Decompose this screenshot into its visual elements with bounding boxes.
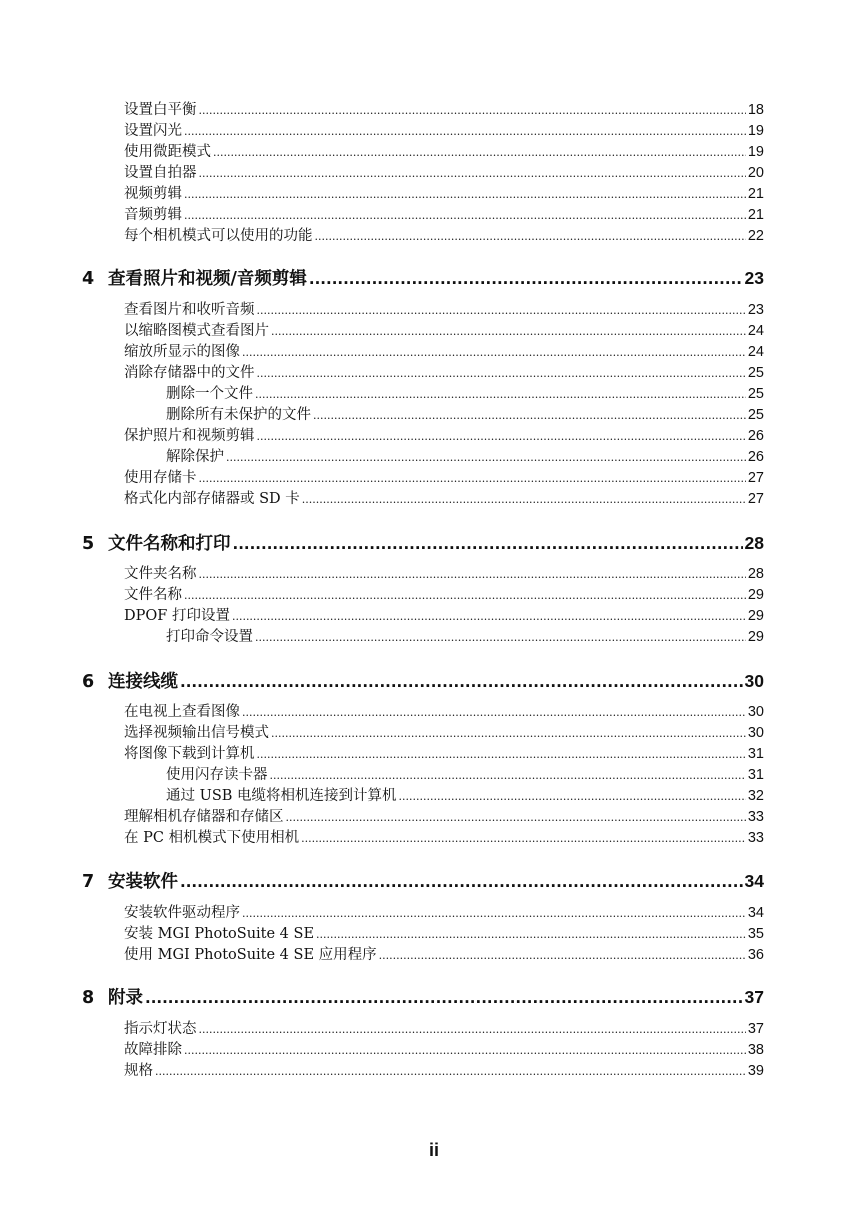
toc-entry[interactable]: [124, 226, 764, 247]
toc-subentry[interactable]: [166, 384, 764, 405]
toc-entry-page: 29: [747, 608, 764, 624]
dot-leader: [233, 530, 743, 557]
toc-entry-label: 文件名称: [124, 587, 182, 603]
toc-entry-page: 25: [747, 386, 764, 402]
toc-chapter-heading[interactable]: [82, 529, 764, 557]
toc-entry-page: 30: [747, 725, 764, 741]
toc-entry-label: DPOF 打印设置: [124, 608, 230, 624]
chapter-number: 5: [82, 534, 95, 554]
dot-leader: [286, 807, 746, 828]
dot-leader: [242, 342, 746, 363]
toc-entry[interactable]: [124, 205, 764, 226]
chapter-page: 30: [744, 671, 764, 691]
dot-leader: [184, 205, 746, 226]
toc-entry-page: 32: [747, 788, 764, 804]
toc-entry-page: 31: [747, 746, 764, 762]
toc-entry-label: 使用 MGI PhotoSuite 4 SE 应用程序: [124, 947, 377, 963]
toc-chapter-heading[interactable]: [82, 264, 764, 292]
toc-entry-label: 以缩略图模式查看图片: [124, 323, 269, 339]
toc-entry-page: 20: [747, 165, 764, 181]
toc-entry[interactable]: [124, 321, 764, 342]
chapter-page: 37: [744, 987, 764, 1007]
toc-entry-page: 28: [747, 566, 764, 582]
dot-leader: [199, 100, 746, 121]
toc-entry[interactable]: [124, 564, 764, 585]
toc-entry-page: 35: [747, 926, 764, 942]
toc-entry-label: 安装软件驱动程序: [124, 905, 240, 921]
dot-leader: [257, 744, 746, 765]
toc-entry[interactable]: [124, 585, 764, 606]
toc-entry-label: 每个相机模式可以使用的功能: [124, 228, 313, 244]
toc-entry-label: 查看图片和收听音频: [124, 302, 255, 318]
dot-leader: [232, 606, 746, 627]
chapter-title: 文件名称和打印: [108, 534, 231, 554]
toc-entry-label: 设置自拍器: [124, 165, 197, 181]
toc-entry-page: 29: [747, 629, 764, 645]
toc-entry-page: 26: [747, 449, 764, 465]
toc-entry-page: 33: [747, 830, 764, 846]
toc-entry[interactable]: [124, 924, 764, 945]
dot-leader: [257, 363, 746, 384]
toc-entry[interactable]: [124, 1040, 764, 1061]
toc-entry[interactable]: [124, 702, 764, 723]
toc-entry-label: 故障排除: [124, 1042, 182, 1058]
dot-leader: [226, 447, 746, 468]
toc-entry-label: 指示灯状态: [124, 1021, 197, 1037]
dot-leader: [302, 489, 746, 510]
toc-entry-page: 26: [747, 428, 764, 444]
toc-entry-page: 27: [747, 470, 764, 486]
dot-leader: [184, 585, 746, 606]
toc-entry-label: 将图像下载到计算机: [124, 746, 255, 762]
toc-entry-page: 24: [747, 344, 764, 360]
dot-leader: [180, 868, 743, 895]
dot-leader: [271, 723, 746, 744]
chapter-page: 28: [744, 533, 764, 553]
dot-leader: [315, 226, 746, 247]
toc-entry-label: 设置闪光: [124, 123, 182, 139]
toc-entry-label: 音频剪辑: [124, 207, 182, 223]
chapter-number: 8: [82, 988, 95, 1008]
toc-entry[interactable]: [124, 121, 764, 142]
dot-leader: [316, 924, 746, 945]
toc-entry[interactable]: [124, 807, 764, 828]
chapter-number: 7: [82, 872, 95, 892]
toc-entry-page: 31: [747, 767, 764, 783]
page-number-footer: ii: [428, 1140, 439, 1160]
toc-entry[interactable]: [124, 1061, 764, 1082]
toc-entry-page: 21: [747, 186, 764, 202]
toc-entry-page: 30: [747, 704, 764, 720]
toc-entry-label: 选择视频输出信号模式: [124, 725, 269, 741]
dot-leader: [213, 142, 746, 163]
toc-entry[interactable]: [124, 945, 764, 966]
dot-leader: [257, 426, 746, 447]
toc-entry-page: 27: [747, 491, 764, 507]
dot-leader: [199, 564, 746, 585]
chapter-number: 6: [82, 672, 95, 692]
dot-leader: [379, 945, 746, 966]
toc-entry[interactable]: [124, 606, 764, 627]
dot-leader: [309, 265, 743, 292]
toc-entry-page: 22: [747, 228, 764, 244]
dot-leader: [271, 321, 746, 342]
dot-leader: [155, 1061, 746, 1082]
toc-entry[interactable]: [124, 100, 764, 121]
toc-entry-page: 19: [747, 123, 764, 139]
toc-entry[interactable]: [124, 342, 764, 363]
chapter-page: 23: [744, 268, 764, 288]
toc-entry-page: 21: [747, 207, 764, 223]
toc-entry-label: 解除保护: [166, 449, 224, 465]
toc-entry[interactable]: [124, 828, 764, 849]
dot-leader: [270, 765, 746, 786]
toc-chapter-heading[interactable]: [82, 983, 764, 1011]
toc-entry[interactable]: [124, 723, 764, 744]
chapter-title: 查看照片和视频/音频剪辑: [108, 269, 307, 289]
toc-entry[interactable]: [124, 1019, 764, 1040]
toc-entry-label: 使用闪存读卡器: [166, 767, 268, 783]
toc-entry-page: 18: [747, 102, 764, 118]
toc-subentry[interactable]: [166, 405, 764, 426]
chapter-number: 4: [82, 269, 95, 289]
chapter-title: 连接线缆: [108, 672, 178, 692]
toc-entry-page: 23: [747, 302, 764, 318]
toc-entry-page: 25: [747, 407, 764, 423]
toc-entry[interactable]: [124, 903, 764, 924]
dot-leader: [184, 1040, 746, 1061]
dot-leader: [184, 184, 746, 205]
toc-entry[interactable]: [124, 184, 764, 205]
toc-entry[interactable]: [124, 142, 764, 163]
dot-leader: [180, 668, 743, 695]
toc-entry-page: 34: [747, 905, 764, 921]
toc-chapter-heading[interactable]: [82, 867, 764, 895]
toc-entry-label: 理解相机存储器和存储区: [124, 809, 284, 825]
dot-leader: [242, 702, 746, 723]
toc-entry-label: 保护照片和视频剪辑: [124, 428, 255, 444]
chapter-page: 34: [744, 871, 764, 891]
dot-leader: [199, 163, 746, 184]
dot-leader: [255, 384, 746, 405]
toc-entry-label: 打印命令设置: [166, 629, 253, 645]
toc-entry-page: 38: [747, 1042, 764, 1058]
toc-subentry[interactable]: [166, 627, 764, 648]
toc-entry-page: 29: [747, 587, 764, 603]
dot-leader: [257, 300, 746, 321]
toc-entry-page: 19: [747, 144, 764, 160]
dot-leader: [199, 468, 746, 489]
toc-entry-page: 25: [747, 365, 764, 381]
chapter-title: 附录: [108, 988, 143, 1008]
dot-leader: [301, 828, 746, 849]
dot-leader: [199, 1019, 746, 1040]
toc-entry-page: 36: [747, 947, 764, 963]
toc-subentry[interactable]: [166, 786, 764, 807]
toc-entry[interactable]: [124, 363, 764, 384]
toc-entry-page: 39: [747, 1063, 764, 1079]
toc-entry[interactable]: [124, 744, 764, 765]
toc-entry-label: 通过 USB 电缆将相机连接到计算机: [166, 788, 397, 804]
toc-entry-page: 37: [747, 1021, 764, 1037]
toc-entry-label: 消除存储器中的文件: [124, 365, 255, 381]
dot-leader: [255, 627, 746, 648]
toc-entry-label: 删除所有未保护的文件: [166, 407, 311, 423]
toc-entry-label: 设置白平衡: [124, 102, 197, 118]
toc-entry-label: 规格: [124, 1063, 153, 1079]
dot-leader: [184, 121, 746, 142]
toc-subentry[interactable]: [166, 447, 764, 468]
toc-entry-label: 使用存储卡: [124, 470, 197, 486]
toc-entry-page: 24: [747, 323, 764, 339]
toc-entry-label: 缩放所显示的图像: [124, 344, 240, 360]
dot-leader: [399, 786, 746, 807]
toc-entry-label: 使用微距模式: [124, 144, 211, 160]
toc-entry-label: 格式化内部存储器或 SD 卡: [124, 491, 300, 507]
toc-entry-label: 文件夹名称: [124, 566, 197, 582]
toc-entry-label: 在电视上查看图像: [124, 704, 240, 720]
toc-chapter-heading[interactable]: [82, 667, 764, 695]
toc-entry[interactable]: [124, 163, 764, 184]
toc-entry-label: 安装 MGI PhotoSuite 4 SE: [124, 926, 315, 942]
toc-entry[interactable]: [124, 489, 764, 510]
chapter-title: 安装软件: [108, 872, 178, 892]
toc-entry[interactable]: [124, 468, 764, 489]
toc-entry[interactable]: [124, 300, 764, 321]
toc-subentry[interactable]: [166, 765, 764, 786]
toc-entry-label: 在 PC 相机模式下使用相机: [124, 830, 300, 846]
dot-leader: [242, 903, 746, 924]
dot-leader: [145, 984, 743, 1011]
toc-entry[interactable]: [124, 426, 764, 447]
toc-entry-label: 删除一个文件: [166, 386, 253, 402]
toc-entry-label: 视频剪辑: [124, 186, 182, 202]
dot-leader: [313, 405, 746, 426]
toc-entry-page: 33: [747, 809, 764, 825]
